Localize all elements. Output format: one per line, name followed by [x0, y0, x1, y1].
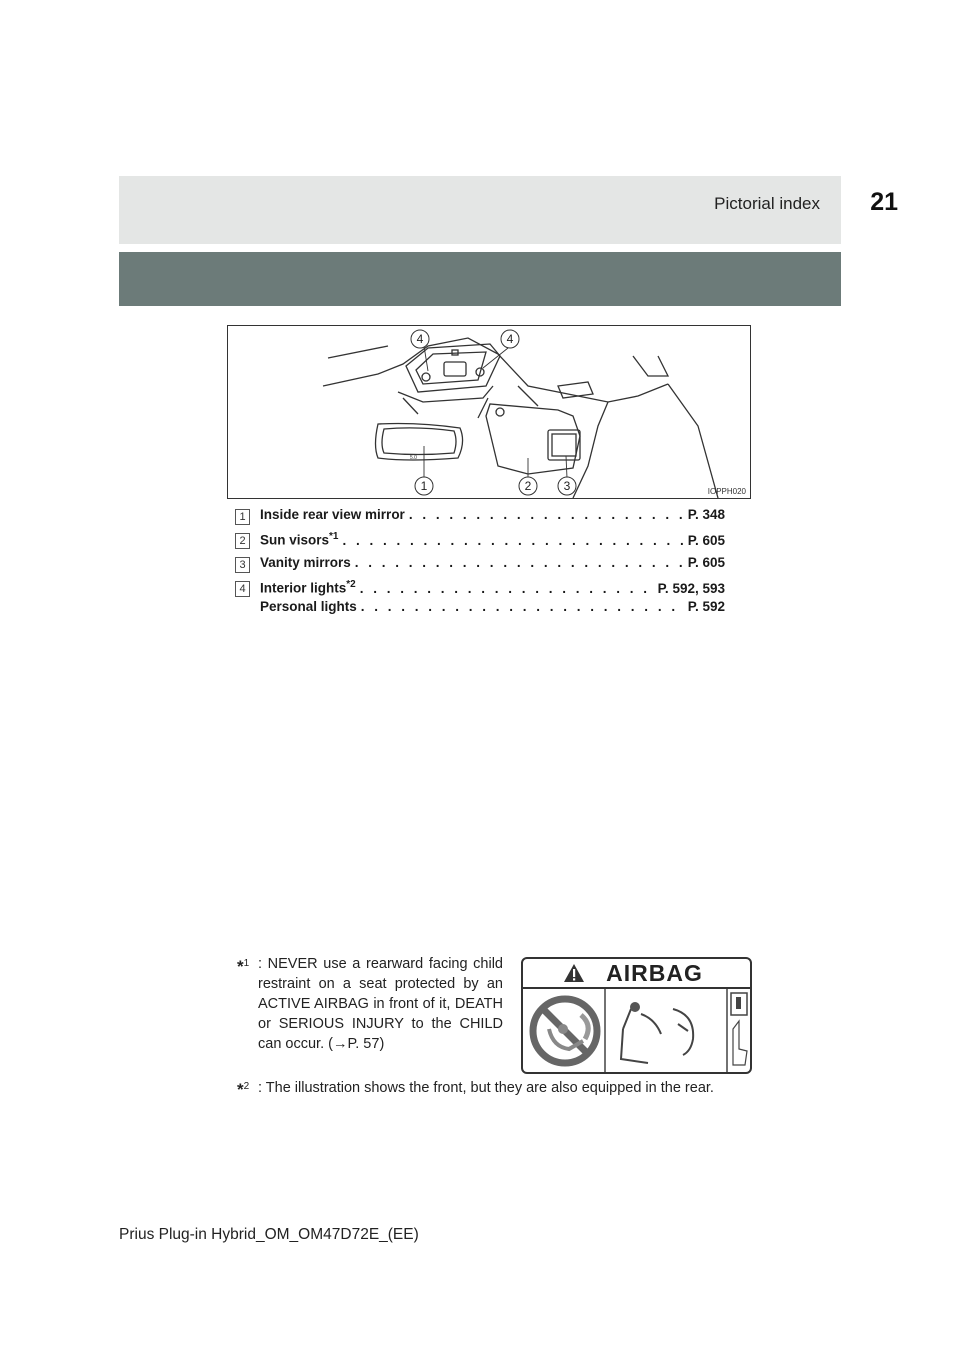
- figure-code: IOPPH020: [707, 487, 746, 496]
- page-reference[interactable]: P. 592, 593: [657, 580, 725, 596]
- index-item-interior-lights: [235, 579, 725, 623]
- callout-4b: 4: [506, 332, 514, 346]
- section-title: Pictorial index: [714, 194, 820, 213]
- document-footer: Prius Plug-in Hybrid_OM_OM47D72E_(EE): [119, 1226, 419, 1243]
- item-label: Inside rear view mirror: [260, 507, 405, 522]
- airbag-warning-label: [521, 957, 752, 1074]
- leader-dots: [409, 507, 684, 522]
- section-banner: [119, 252, 841, 306]
- footnote-marker: *$^1$: [237, 956, 250, 976]
- index-item-vanity-mirrors: [235, 555, 725, 579]
- leader-dots: [360, 581, 654, 596]
- footnote-2-text: : The illustration shows the front, but they are also equipped in the rear.: [258, 1080, 714, 1096]
- interior-illustration: [227, 325, 751, 499]
- airbag-title: AIRBAG: [606, 959, 703, 986]
- index-item-sun-visors: [235, 531, 725, 555]
- item-sub-label: Personal lights: [260, 599, 357, 614]
- footnote-1: [237, 954, 503, 1054]
- page-reference[interactable]: P. 605: [687, 532, 725, 548]
- footnote-marker: *$^2$: [237, 1080, 250, 1099]
- leader-dots: [355, 555, 684, 570]
- callout-2: 2: [524, 479, 532, 493]
- leader-dots: [342, 533, 683, 548]
- warning-triangle-icon: [563, 963, 585, 983]
- footnote-ref: *2: [346, 579, 356, 590]
- item-number: 3: [235, 557, 250, 573]
- item-number: 1: [235, 509, 250, 525]
- page-reference[interactable]: P. 605: [687, 555, 725, 570]
- page-reference[interactable]: P. 592: [687, 599, 725, 614]
- callout-1: 1: [420, 479, 428, 493]
- callout-4a: 4: [416, 332, 424, 346]
- item-label: Interior lights: [260, 580, 347, 596]
- svg-text:5.0: 5.0: [410, 455, 417, 461]
- leader-dots: [361, 599, 684, 614]
- callout-3: 3: [563, 479, 571, 493]
- ceiling-drawing: [228, 326, 750, 498]
- airbag-pictograms: [523, 989, 750, 1072]
- footnote-2: [237, 1080, 714, 1099]
- airbag-label-header: [523, 959, 750, 989]
- page-reference[interactable]: P. 348: [687, 507, 725, 522]
- footnote-ref: *1: [329, 531, 339, 542]
- item-label: Sun visors: [260, 532, 330, 548]
- footnote-1-text: : NEVER use a rearward facing child restraint on a seat protected by an ACTIVE AIRBAG in front of it, DEATH or SERIOUS INJURY to the CHILD can occur. (→P. 57): [258, 956, 503, 1052]
- index-item-rear-view-mirror: [235, 507, 725, 531]
- item-number: 2: [235, 533, 250, 549]
- page-number: 21: [870, 188, 898, 216]
- item-number: 4: [235, 581, 250, 597]
- index-list: [235, 507, 725, 623]
- item-label: Vanity mirrors: [260, 555, 351, 570]
